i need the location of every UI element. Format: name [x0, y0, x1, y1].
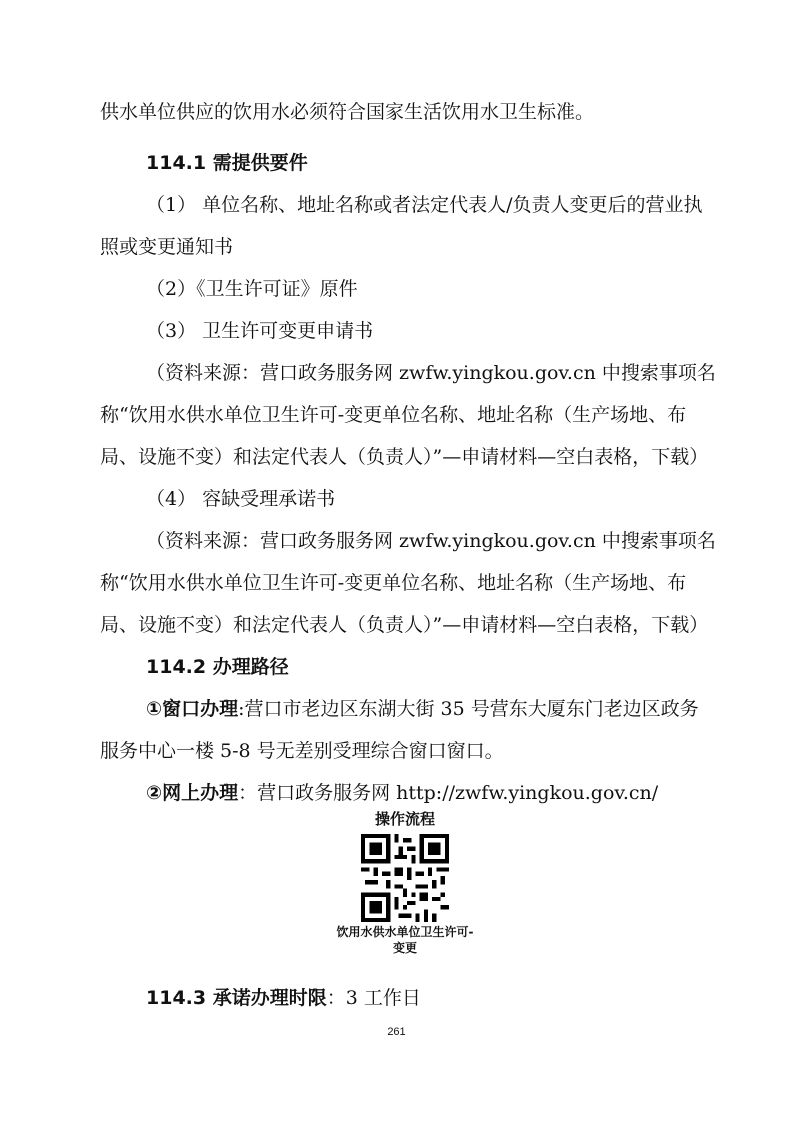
requirement-item-4: （4） 容缺受理承诺书 [146, 488, 336, 510]
source-note-2-cont: 称“饮用水供水单位卫生许可-变更单位名称、地址名称（生产场地、布 [100, 572, 687, 594]
source-note-2-cont2: 局、设施不变）和法定代表人（负责人）”—申请材料—空白表格，下载） [100, 614, 709, 636]
requirement-item-1: （1） 单位名称、地址名称或者法定代表人/负责人变更后的营业执 [146, 194, 703, 216]
window-handling-text: :营口市老边区东湖大街 35 号营东大厦东门老边区政务 [238, 698, 699, 720]
source-note-1: （资料来源：营口政务服务网 zwfw.yingkou.gov.cn 中搜索事项名 [146, 362, 716, 384]
time-limit-label: 114.3 承诺办理时限 [146, 987, 327, 1009]
source-note-1-cont: 称“饮用水供水单位卫生许可-变更单位名称、地址名称（生产场地、布 [100, 404, 687, 426]
window-handling-line [146, 697, 699, 721]
section-heading-114-2: 114.2 办理路径 [146, 656, 289, 678]
qr-caption-line2: 变更 [392, 941, 417, 955]
requirement-item-2: （2）《卫生许可证》原件 [146, 278, 358, 300]
qr-block [330, 808, 480, 956]
source-note-2: （资料来源：营口政务服务网 zwfw.yingkou.gov.cn 中搜索事项名 [146, 530, 716, 552]
requirement-item-1-cont: 照或变更通知书 [100, 236, 234, 258]
section-heading-114-3 [146, 986, 421, 1010]
window-handling-label: ①窗口办理 [146, 698, 239, 720]
body-text-line: 供水单位供应的饮用水必须符合国家生活饮用水卫生标准。 [100, 101, 595, 123]
section-heading-114-1: 114.1 需提供要件 [146, 152, 308, 174]
online-handling-line [146, 781, 658, 805]
qr-caption-line1: 饮用水供水单位卫生许可- [336, 925, 474, 939]
online-handling-label: ②网上办理 [146, 782, 239, 804]
qr-code-icon[interactable] [361, 834, 449, 922]
time-limit-text: ：3 工作日 [326, 987, 421, 1009]
source-note-1-cont2: 局、设施不变）和法定代表人（负责人）”—申请材料—空白表格，下载） [100, 446, 709, 468]
requirement-item-3: （3） 卫生许可变更申请书 [146, 320, 374, 342]
page-number: 261 [387, 1026, 406, 1038]
window-handling-cont: 服务中心一楼 5-8 号无差别受理综合窗口窗口。 [100, 740, 504, 762]
qr-title: 操作流程 [374, 810, 435, 828]
online-handling-text: ：营口政务服务网 http://zwfw.yingkou.gov.cn/ [238, 782, 659, 804]
